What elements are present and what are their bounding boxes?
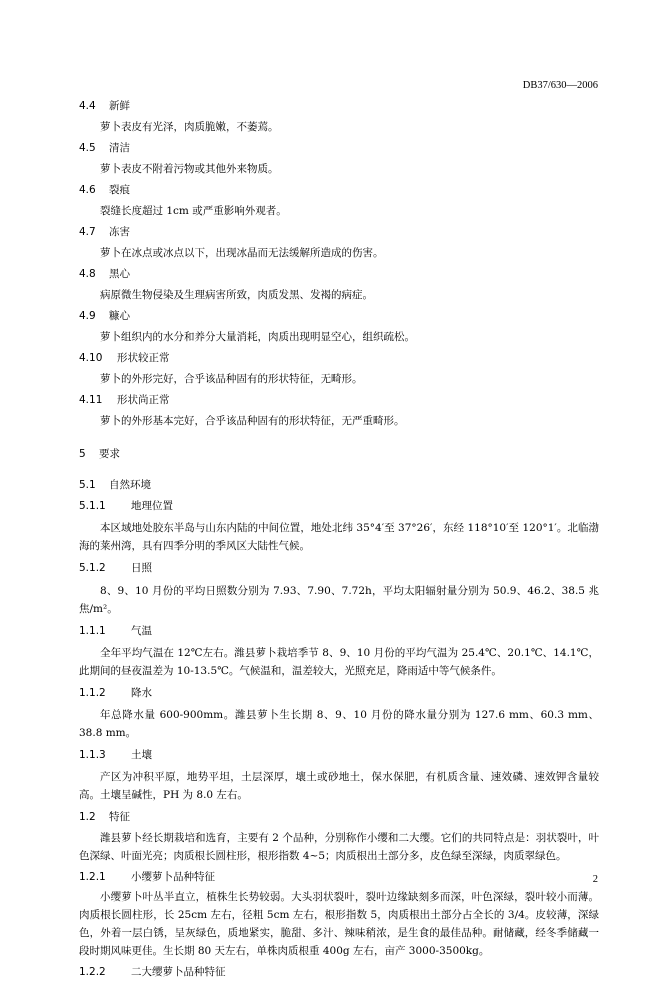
- clause-heading: [79, 390, 599, 411]
- definition-4-5: [79, 138, 599, 180]
- clause-heading: [79, 138, 599, 159]
- clause-number: 1.2: [79, 811, 96, 823]
- section-heading: [79, 444, 599, 465]
- clause-text: 病原微生物侵染及生理病害所致，肉质发黑、发褐的病症。: [100, 289, 373, 301]
- definition-4-7: [79, 222, 599, 264]
- clause-text: 本区域地处胶东半岛与山东内陆的中间位置，地处北纬 35°4′至 37°26′，东经 118°10′至 120°1′。北临渤海的莱州湾，具有四季分明的季风区大陆性气候。: [79, 522, 599, 552]
- definition-4-6: [79, 180, 599, 222]
- clause-number: 4.7: [79, 226, 96, 238]
- clause-heading: [79, 306, 599, 327]
- clause-title: 小缨萝卜品种特征: [131, 871, 215, 883]
- clause-number: 4.9: [79, 310, 96, 322]
- clause-title: 清洁: [109, 142, 130, 154]
- definition-4-4: [79, 96, 599, 138]
- clause-heading: [79, 621, 599, 642]
- clause-title: 黑心: [109, 268, 130, 280]
- clause-heading: [79, 496, 599, 517]
- clause-title: 自然环境: [109, 479, 151, 491]
- section-title: 要求: [99, 448, 120, 460]
- clause-title: 特征: [109, 811, 130, 823]
- clause-title: 气温: [131, 625, 152, 637]
- clause-title: 新鲜: [109, 100, 130, 112]
- clause-heading: [79, 683, 599, 704]
- clause-text: 萝卜表皮不附着污物或其他外来物质。: [100, 163, 279, 175]
- clause-title: 二大缨萝卜品种特征: [131, 966, 226, 978]
- clause-title: 糠心: [109, 310, 130, 322]
- standard-number: DB37/630—2006: [522, 80, 598, 91]
- clause-number: 5.1.1: [79, 500, 106, 512]
- clause-heading: [79, 348, 599, 369]
- clause-number: 4.5: [79, 142, 96, 154]
- definition-4-9: [79, 306, 599, 348]
- document-body: [79, 96, 599, 983]
- clause-number: 1.2.1: [79, 871, 106, 883]
- clause-title: 冻害: [109, 226, 130, 238]
- clause-title: 降水: [131, 687, 152, 699]
- clause-number: 4.4: [79, 100, 96, 112]
- spacer: [79, 432, 599, 444]
- clause-number: 1.1.1: [79, 625, 106, 637]
- clause-text: 萝卜组织内的水分和养分大量消耗，肉质出现明显空心，组织疏松。: [100, 331, 415, 343]
- definition-4-11: [79, 390, 599, 432]
- definition-4-10: [79, 348, 599, 390]
- clause-text: 萝卜的外形完好，合乎该品种固有的形状特征，无畸形。: [100, 373, 363, 385]
- clause-number: 5.1: [79, 479, 96, 491]
- clause-text: 萝卜表皮有光泽，肉质脆嫩，不萎蔫。: [100, 121, 279, 133]
- clause-text: 产区为冲积平原，地势平坦，土层深厚，壤土或砂地土，保水保肥，有机质含量、速效磷、速效钾含量较高。土壤呈碱性，PH 为 8.0 左右。: [79, 771, 599, 801]
- clause-number: 1.2.2: [79, 966, 106, 978]
- clause-number: 4.8: [79, 268, 96, 280]
- section-number: 5: [79, 448, 86, 460]
- clause-heading: [79, 867, 599, 888]
- clause-heading: [79, 745, 599, 766]
- clause-title: 形状较正常: [117, 352, 170, 364]
- clause-title: 形状尚正常: [117, 394, 170, 406]
- clause-number: 1.1.3: [79, 749, 106, 761]
- clause-number: 5.1.2: [79, 562, 106, 574]
- clause-text: 8、9、10 月份的平均日照数分别为 7.93、7.90、7.72h，平均太阳辐射量分别为 50.9、46.2、38.5 兆焦/m²。: [79, 585, 599, 615]
- clause-number: 4.10: [79, 352, 103, 364]
- clause-heading: [79, 475, 599, 496]
- clause-title: 地理位置: [131, 500, 173, 512]
- clause-number: 4.11: [79, 394, 103, 406]
- clause-heading: [79, 807, 599, 828]
- clause-title: 土壤: [131, 749, 152, 761]
- clause-heading: [79, 264, 599, 285]
- clause-text: 萝卜的外形基本完好，合乎该品种固有的形状特征，无严重畸形。: [100, 415, 405, 427]
- clause-heading: [79, 962, 599, 983]
- clause-number: 4.6: [79, 184, 96, 196]
- clause-text: 年总降水量 600-900mm。潍县萝卜生长期 8、9、10 月份的降水量分别为 127.6 mm、60.3 mm、38.8 mm。: [79, 709, 599, 739]
- page-number: 2: [592, 874, 598, 885]
- definition-4-8: [79, 264, 599, 306]
- clause-text: 裂缝长度超过 1cm 或严重影响外观者。: [100, 205, 287, 217]
- clause-title: 日照: [131, 562, 152, 574]
- clause-heading: [79, 222, 599, 243]
- spacer: [79, 465, 599, 475]
- clause-text: 全年平均气温在 12℃左右。潍县萝卜栽培季节 8、9、10 月份的平均气温为 25.4℃、20.1℃、14.1℃，此期间的昼夜温差为 10-13.5℃。气候温和，温差较大，光照充足，降雨适中等气候条件。: [79, 647, 599, 677]
- clause-heading: [79, 558, 599, 579]
- clause-text: 萝卜在冰点或冰点以下，出现冰晶而无法缓解所造成的伤害。: [100, 247, 384, 259]
- clause-title: 裂痕: [109, 184, 130, 196]
- clause-heading: [79, 96, 599, 117]
- clause-heading: [79, 180, 599, 201]
- clause-number: 1.1.2: [79, 687, 106, 699]
- clause-text: 小缨萝卜叶丛半直立，植株生长势较弱。大头羽状裂叶，裂叶边缘缺刻多而深，叶色深绿，裂叶较小而薄。肉质根长圆柱形，长 25cm 左右，径粗 5cm 左右，根形指数 5，肉质根出土部分占全长的 3/4。皮较薄，深绿色，外着一层白锈，呈灰绿色，质地紧实，脆甜、多汁、辣味稍浓，是生食的最佳品种。耐储藏，经冬季储藏一段时期风味更佳。生长期 80 天左右，单株肉质根重 400g 左右，亩产 3000-3500kg。: [79, 891, 599, 957]
- clause-text: 潍县萝卜经长期栽培和选育，主要有 2 个品种，分别称作小缨和二大缨。它们的共同特点是：羽状裂叶，叶色深绿、叶面光亮；肉质根长圆柱形，根形指数 4~5；肉质根出土部分多，皮色绿至深绿，肉质翠绿色。: [79, 832, 599, 862]
